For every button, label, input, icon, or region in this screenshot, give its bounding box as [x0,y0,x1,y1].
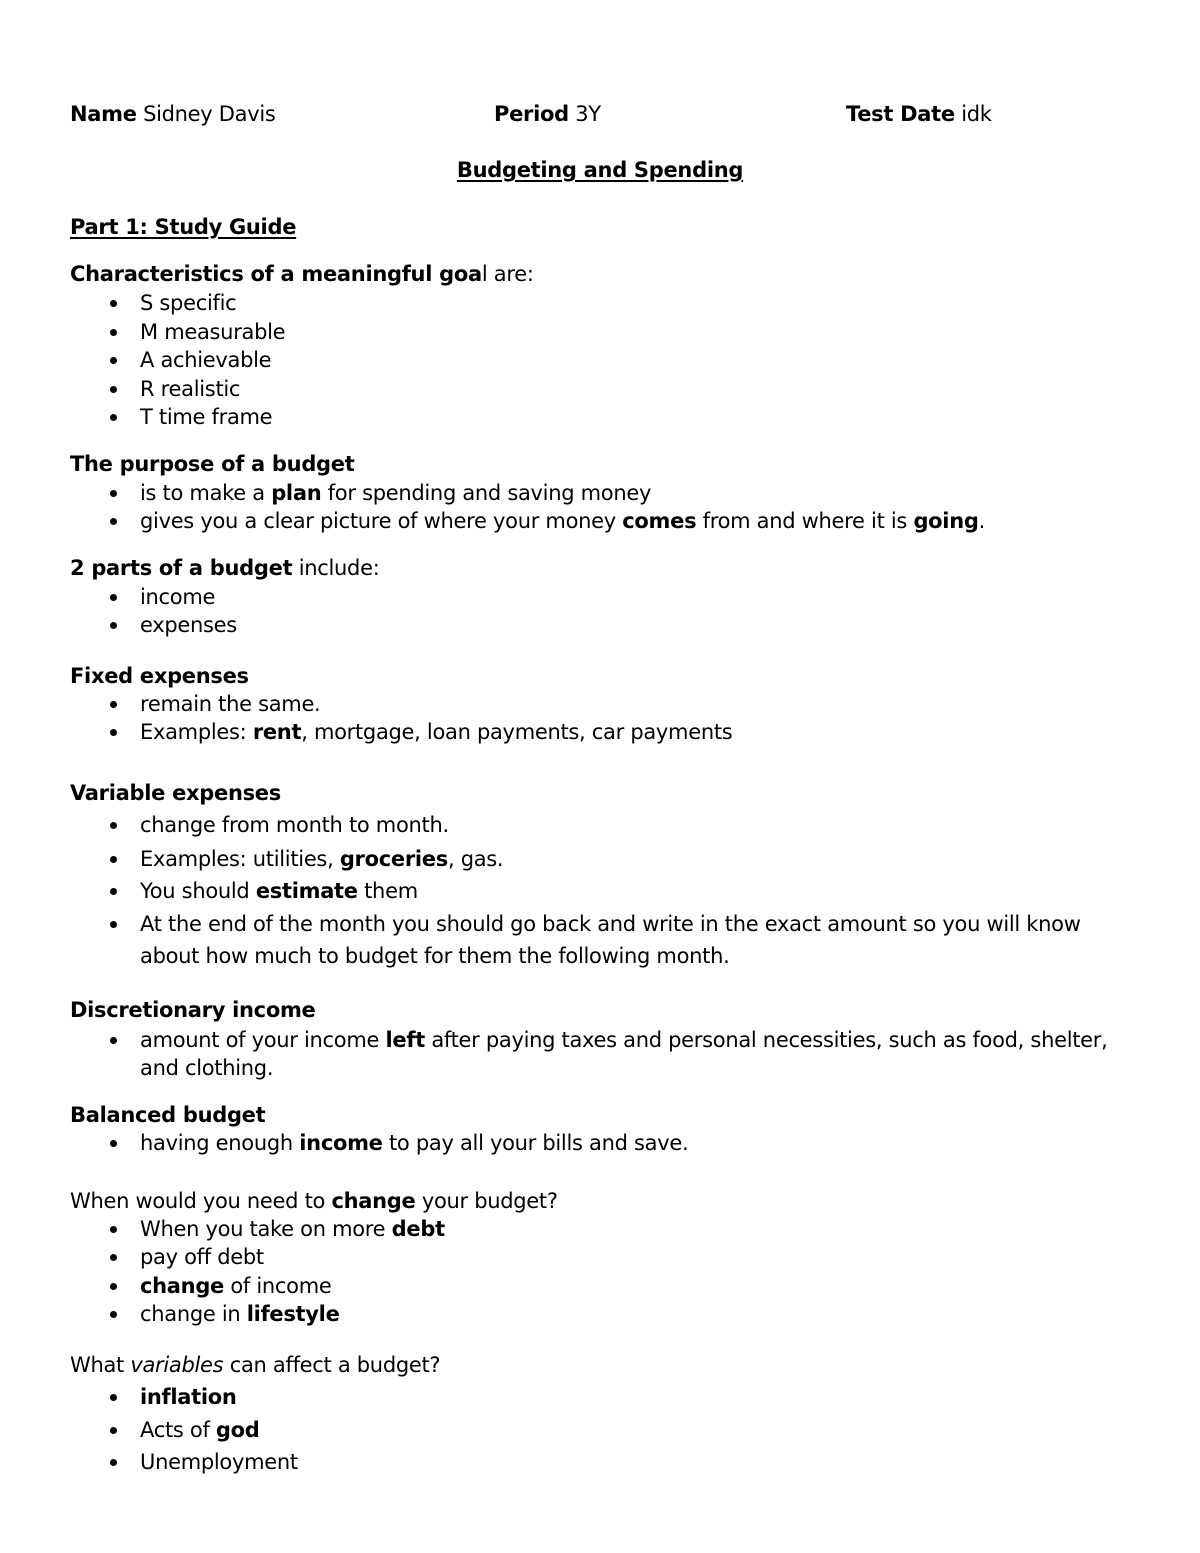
text: them [357,879,418,903]
change-question [70,1191,558,1212]
text: is to make a [140,481,272,505]
text: of income [224,1274,332,1298]
text: What [70,1353,131,1377]
period-value: 3Y [575,102,601,126]
change-item [140,1276,332,1297]
bullet-icon [110,1459,117,1466]
bullet-icon [110,1140,117,1147]
document-title: Budgeting and Spending [456,158,744,182]
goal-item: S specific [140,291,237,315]
text: to pay all your bills and save. [382,1131,689,1155]
parts-item: expenses [140,613,237,637]
variable-item: At the end of the month you should go back and write in the exact amount so you will know about how much to budget for them the following month. [140,912,1081,968]
bullet-icon [110,329,117,336]
text: from and where it is [696,509,914,533]
bullet-icon [110,1254,117,1261]
variable-item: change from month to month. [140,813,449,837]
parts-heading [70,558,379,579]
text-bold: change [331,1189,416,1213]
bullet-icon [110,622,117,629]
bullet-icon [110,357,117,364]
goal-heading [70,264,534,285]
balanced-heading: Balanced budget [70,1103,266,1127]
period-label: Period [494,102,569,126]
parts-heading-rest: include: [292,556,380,580]
text: , gas. [447,847,504,871]
balanced-item [140,1133,688,1154]
text-bold: debt [391,1217,445,1241]
change-item: pay off debt [140,1245,264,1269]
variables-item [140,1420,260,1441]
name-field [70,104,276,125]
text: gives you a clear picture of where your money [140,509,623,533]
text: change in [140,1302,247,1326]
fixed-heading: Fixed expenses [70,664,249,688]
change-item [140,1304,340,1325]
goal-item: A achievable [140,348,272,372]
parts-heading-bold: 2 parts of a budget [70,556,293,580]
bullet-icon [110,594,117,601]
bullet-icon [110,729,117,736]
bullet-icon [110,414,117,421]
text: Examples: utilities, [140,847,340,871]
bullet-icon [110,921,117,928]
goal-heading-bold: Characteristics of a meaningful goa [70,262,482,286]
text: for spending and saving money [321,481,652,505]
fixed-item: remain the same. [140,692,321,716]
bullet-icon [110,300,117,307]
test-date-field [846,104,992,125]
text-bold: god [215,1418,260,1442]
bullet-icon [110,386,117,393]
text: Acts of [140,1418,216,1442]
period-field [494,104,601,125]
bullet-icon [110,1427,117,1434]
variable-heading: Variable expenses [70,781,281,805]
text-bold: plan [271,481,322,505]
bullet-icon [110,888,117,895]
part1-heading: Part 1: Study Guide [70,215,297,239]
goal-item: M measurable [140,320,286,344]
variable-item [140,881,418,902]
bullet-icon [110,1311,117,1318]
test-date-label: Test Date [846,102,955,126]
text: can affect a budget? [223,1353,441,1377]
parts-item: income [140,585,216,609]
text: after paying taxes and personal necessities, such as food, shelter, and clothing. [140,1028,1108,1080]
purpose-heading: The purpose of a budget [70,452,355,476]
purpose-item [140,483,651,504]
bullet-icon [110,490,117,497]
text: having enough [140,1131,300,1155]
bullet-icon [110,1394,117,1401]
text: your budget? [415,1189,558,1213]
discretionary-item [140,1026,1130,1082]
bullet-icon [110,1226,117,1233]
change-item [140,1219,445,1240]
discretionary-heading: Discretionary income [70,998,316,1022]
goal-heading-rest: l are: [481,262,534,286]
bullet-icon [110,1037,117,1044]
goal-item: T time frame [140,405,273,429]
variables-item: inflation [140,1385,237,1409]
bullet-icon [110,701,117,708]
text: Examples: [140,720,253,744]
goal-item: R realistic [140,377,241,401]
text-bold: comes [622,509,697,533]
text-italic: variables [130,1353,224,1377]
text: When you take on more [140,1217,392,1241]
variables-question [70,1355,440,1376]
text-bold: lifestyle [246,1302,340,1326]
name-value: Sidney Davis [143,102,276,126]
text-bold: going [913,509,979,533]
bullet-icon [110,856,117,863]
purpose-item [140,511,985,532]
bullet-icon [110,518,117,525]
fixed-item [140,722,732,743]
bullet-icon [110,822,117,829]
text-bold: income [299,1131,383,1155]
text: amount of your income [140,1028,386,1052]
bullet-icon [110,1283,117,1290]
text-bold: groceries [339,847,448,871]
text: When would you need to [70,1189,332,1213]
text-bold: left [385,1028,425,1052]
variables-item: Unemployment [140,1450,298,1474]
text: . [978,509,985,533]
text: , mortgage, loan payments, car payments [301,720,733,744]
text-bold: change [140,1274,224,1298]
text-bold: estimate [255,879,358,903]
variable-item [140,849,503,870]
name-label: Name [70,102,137,126]
test-date-value: idk [961,102,992,126]
text-bold: rent [252,720,302,744]
text: You should [140,879,256,903]
